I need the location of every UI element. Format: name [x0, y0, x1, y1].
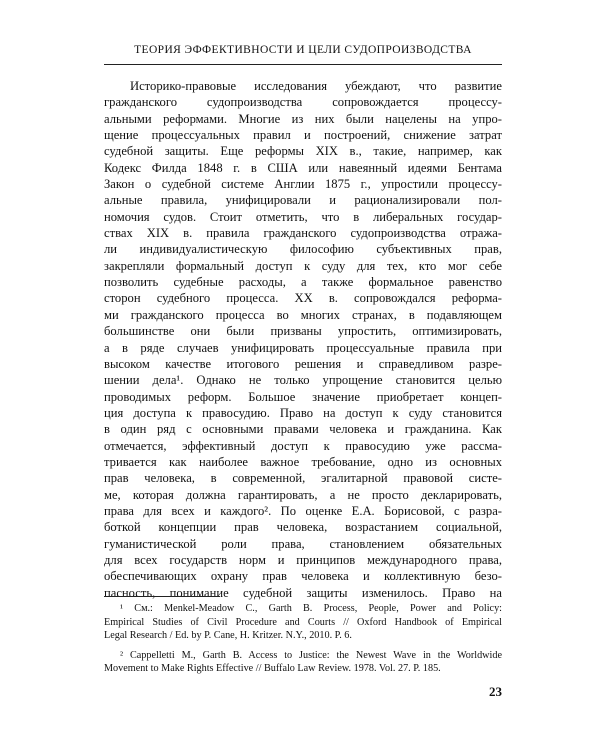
body-line: боткой концепции прав человека, возрастанием социальной,: [104, 520, 502, 535]
body-line: альными реформами. Многие из них были нацелены на упро-: [104, 111, 502, 126]
header-rule: [104, 64, 502, 65]
body-line: в один ряд с основными правами человека и гражданина. Как: [104, 422, 502, 437]
body-line: прав человека, в современной, эгалитарной правовой систе-: [104, 471, 502, 486]
body-line: для всех государств норм и принципов международного права,: [104, 552, 502, 567]
footnote-line: Empirical Studies of Civil Procedure and Courts // Oxford Handbook of Empirical: [104, 616, 502, 628]
body-line: тривается как наиболее важное требование, одно из основных: [104, 454, 502, 469]
body-line: большинстве они были призваны упростить, оптимизировать,: [104, 324, 502, 339]
body-line: шении дела¹. Однако не только упрощение становится целью: [104, 373, 502, 388]
body-line: закрепляли формальный доступ к суду для тех, кто мог себе: [104, 258, 502, 273]
body-line: отмечается, эффективный доступ к правосудию уже рассма-: [104, 438, 502, 453]
body-line: высоком качестве итогового решения и справедливом разре-: [104, 356, 502, 371]
body-line: Кодекс Филда 1848 г. в США или навеянный идеями Бентама: [104, 160, 502, 175]
main-text: [104, 78, 502, 601]
footnotes: [104, 602, 502, 682]
footnote-line: ¹ См.: Menkel-Meadow C., Garth B. Process, People, Power and Policy:: [120, 603, 502, 614]
body-line: проводимых реформ. Большое значение приобретает концеп-: [104, 389, 502, 404]
body-line: ствах XIX в. правила гражданского судопроизводства отража-: [104, 226, 502, 241]
body-line: ме, которая должна гарантировать, а не просто декларировать,: [104, 487, 502, 502]
body-line: а в ряде случаев унифицировать процессуальные правила при: [104, 340, 502, 355]
body-line: номочия судов. Стоит отметить, что в либеральных государ-: [104, 209, 502, 224]
body-line: альные правила, унифицировали и рационализировали пол-: [104, 193, 502, 208]
body-line: Историко-правовые исследования убеждают, что развитие: [130, 79, 502, 93]
body-line: ми гражданского процесса во многих странах, в подавляющем: [104, 307, 502, 322]
body-line: пасность, понимание судебной защиты изменилось. Право на: [104, 585, 502, 600]
body-line: позволить судебные расходы, а также формальное равенство: [104, 275, 502, 290]
footnote-line: Movement to Make Rights Effective // Buffalo Law Review. 1978. Vol. 27. P. 185.: [104, 663, 441, 675]
footnote-line: ² Cappelletti M., Garth B. Access to Justice: the Newest Wave in the Worldwide: [120, 649, 502, 661]
body-line: гуманистической роли права, становлением обязательных: [104, 536, 502, 551]
body-line: ция доступа к правосудию. Право на доступ к суду становится: [104, 405, 502, 420]
body-line: права для всех и каждого². По оценке Е.А. Борисовой, с разра-: [104, 503, 502, 518]
footnote-line: Legal Research / Ed. by P. Cane, H. Kritzer. N.Y., 2010. P. 6.: [104, 630, 352, 642]
body-line: ли индивидуалистическую философию субъективных прав,: [104, 242, 502, 257]
footnote-1: [104, 602, 502, 643]
body-line: щение процессуальных правил и построений, снижение затрат: [104, 128, 502, 143]
body-line: судебной защиты. Еще реформы XIX в., такие, например, как: [104, 144, 502, 159]
footnote-rule: [104, 596, 220, 597]
body-line: гражданского судопроизводства сопровождается процессу-: [104, 95, 502, 110]
body-line: сторон судебного процесса. XX в. сопровождался реформа-: [104, 291, 502, 306]
body-line: обеспечивающих охрану прав человека и коллективную безо-: [104, 569, 502, 584]
footnote-2: [104, 649, 502, 676]
body-line: Закон о судебной системе Англии 1875 г., упростили процессу-: [104, 177, 502, 192]
page-number: 23: [489, 684, 502, 699]
running-header: ТЕОРИЯ ЭФФЕКТИВНОСТИ И ЦЕЛИ СУДОПРОИЗВОДСТВА: [134, 44, 472, 56]
